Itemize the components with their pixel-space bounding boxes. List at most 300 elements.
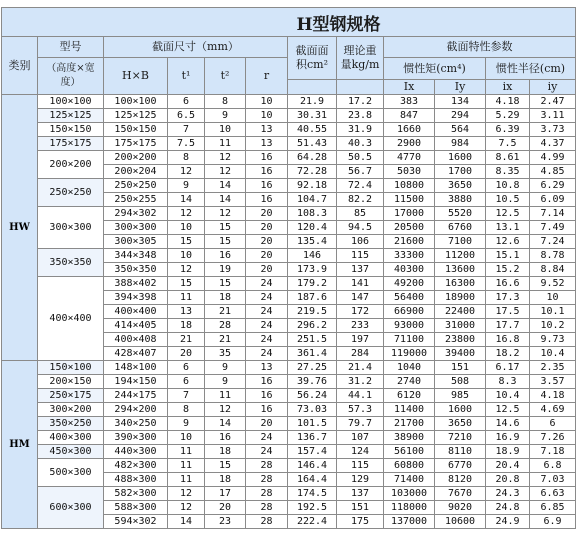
data-cell[interactable]: 6.63 [530, 487, 576, 501]
data-cell[interactable]: 4770 [384, 151, 435, 165]
data-cell[interactable]: 508 [435, 375, 486, 389]
data-cell[interactable]: 294×200 [104, 403, 168, 417]
data-cell[interactable]: 4.37 [530, 137, 576, 151]
data-cell[interactable]: 3650 [435, 417, 486, 431]
data-cell[interactable]: 7.24 [530, 235, 576, 249]
data-cell[interactable]: 300×300 [104, 221, 168, 235]
data-cell[interactable]: 49200 [384, 277, 435, 291]
data-cell[interactable]: 8.84 [530, 263, 576, 277]
data-cell[interactable]: 23800 [435, 333, 486, 347]
data-cell[interactable]: 187.6 [288, 291, 337, 305]
data-cell[interactable]: 101.5 [288, 417, 337, 431]
data-cell[interactable]: 10 [168, 221, 205, 235]
data-cell[interactable]: 51.43 [288, 137, 337, 151]
data-cell[interactable]: 6 [168, 361, 205, 375]
data-cell[interactable]: 64.28 [288, 151, 337, 165]
data-cell[interactable]: 39.76 [288, 375, 337, 389]
data-cell[interactable]: 200×204 [104, 165, 168, 179]
data-cell[interactable]: 71400 [384, 473, 435, 487]
data-cell[interactable]: 294 [435, 109, 486, 123]
data-cell[interactable]: 7.26 [530, 431, 576, 445]
data-cell[interactable]: 6.09 [530, 193, 576, 207]
data-cell[interactable]: 24 [246, 333, 288, 347]
data-cell[interactable]: 57.3 [337, 403, 384, 417]
data-cell[interactable]: 7210 [435, 431, 486, 445]
data-cell[interactable]: 344×348 [104, 249, 168, 263]
data-cell[interactable]: 7100 [435, 235, 486, 249]
data-cell[interactable]: 12.5 [486, 207, 530, 221]
data-cell[interactable]: 106 [337, 235, 384, 249]
data-cell[interactable]: 164.4 [288, 473, 337, 487]
data-cell[interactable]: 73.03 [288, 403, 337, 417]
data-cell[interactable]: 6770 [435, 459, 486, 473]
data-cell[interactable]: 175 [337, 515, 384, 529]
data-cell[interactable]: 24 [246, 347, 288, 361]
data-cell[interactable]: 10.4 [486, 389, 530, 403]
data-cell[interactable]: 93000 [384, 319, 435, 333]
data-cell[interactable]: 21700 [384, 417, 435, 431]
data-cell[interactable]: 10.5 [486, 193, 530, 207]
data-cell[interactable]: 137 [337, 487, 384, 501]
model-cell[interactable]: 400×300 [38, 431, 104, 445]
data-cell[interactable]: 150×150 [104, 123, 168, 137]
data-cell[interactable]: 6 [168, 375, 205, 389]
data-cell[interactable]: 6.9 [530, 515, 576, 529]
model-cell[interactable]: 175×175 [38, 137, 104, 151]
data-cell[interactable]: 15 [205, 221, 246, 235]
data-cell[interactable]: 24 [246, 305, 288, 319]
data-cell[interactable]: 16.9 [486, 431, 530, 445]
data-cell[interactable]: 20 [205, 501, 246, 515]
data-cell[interactable]: 194×150 [104, 375, 168, 389]
data-cell[interactable]: 22400 [435, 305, 486, 319]
data-cell[interactable]: 124 [337, 445, 384, 459]
data-cell[interactable]: 6.17 [486, 361, 530, 375]
data-cell[interactable]: 10 [246, 109, 288, 123]
data-cell[interactable]: 984 [435, 137, 486, 151]
data-cell[interactable]: 10.2 [530, 319, 576, 333]
data-cell[interactable]: 24 [246, 431, 288, 445]
data-cell[interactable]: 39400 [435, 347, 486, 361]
data-cell[interactable]: 157.4 [288, 445, 337, 459]
data-cell[interactable]: 200×200 [104, 151, 168, 165]
data-cell[interactable]: 10 [246, 95, 288, 109]
data-cell[interactable]: 16 [246, 151, 288, 165]
data-cell[interactable]: 15 [205, 459, 246, 473]
data-cell[interactable]: 24 [246, 291, 288, 305]
data-cell[interactable]: 250×255 [104, 193, 168, 207]
data-cell[interactable]: 13 [246, 123, 288, 137]
data-cell[interactable]: 71100 [384, 333, 435, 347]
data-cell[interactable]: 4.18 [486, 95, 530, 109]
data-cell[interactable]: 6 [168, 95, 205, 109]
data-cell[interactable]: 985 [435, 389, 486, 403]
data-cell[interactable]: 390×300 [104, 431, 168, 445]
data-cell[interactable]: 14.6 [486, 417, 530, 431]
data-cell[interactable]: 82.2 [337, 193, 384, 207]
data-cell[interactable]: 12 [168, 263, 205, 277]
data-cell[interactable]: 33300 [384, 249, 435, 263]
data-cell[interactable]: 10.4 [530, 347, 576, 361]
data-cell[interactable]: 44.1 [337, 389, 384, 403]
data-cell[interactable]: 118000 [384, 501, 435, 515]
data-cell[interactable]: 30.31 [288, 109, 337, 123]
data-cell[interactable]: 10.8 [486, 179, 530, 193]
data-cell[interactable]: 7 [168, 389, 205, 403]
data-cell[interactable]: 2.47 [530, 95, 576, 109]
data-cell[interactable]: 19 [205, 263, 246, 277]
data-cell[interactable]: 482×300 [104, 459, 168, 473]
model-cell[interactable]: 200×200 [38, 151, 104, 179]
data-cell[interactable]: 148×100 [104, 361, 168, 375]
data-cell[interactable]: 28 [205, 319, 246, 333]
model-cell[interactable]: 250×175 [38, 389, 104, 403]
data-cell[interactable]: 18 [205, 473, 246, 487]
data-cell[interactable]: 13 [168, 305, 205, 319]
data-cell[interactable]: 151 [435, 361, 486, 375]
model-cell[interactable]: 250×250 [38, 179, 104, 207]
data-cell[interactable]: 135.4 [288, 235, 337, 249]
data-cell[interactable]: 40300 [384, 263, 435, 277]
data-cell[interactable]: 28 [246, 501, 288, 515]
data-cell[interactable]: 8 [168, 403, 205, 417]
data-cell[interactable]: 11 [205, 389, 246, 403]
data-cell[interactable]: 12.6 [486, 235, 530, 249]
data-cell[interactable]: 27.25 [288, 361, 337, 375]
data-cell[interactable]: 7.18 [530, 445, 576, 459]
data-cell[interactable]: 14 [205, 179, 246, 193]
data-cell[interactable]: 16 [205, 249, 246, 263]
data-cell[interactable]: 16 [246, 165, 288, 179]
data-cell[interactable]: 5030 [384, 165, 435, 179]
data-cell[interactable]: 9 [168, 417, 205, 431]
data-cell[interactable]: 79.7 [337, 417, 384, 431]
data-cell[interactable]: 119000 [384, 347, 435, 361]
data-cell[interactable]: 9 [205, 375, 246, 389]
data-cell[interactable]: 4.69 [530, 403, 576, 417]
model-cell[interactable]: 150×100 [38, 361, 104, 375]
data-cell[interactable]: 7.03 [530, 473, 576, 487]
data-cell[interactable]: 129 [337, 473, 384, 487]
data-cell[interactable]: 16 [246, 179, 288, 193]
data-cell[interactable]: 4.99 [530, 151, 576, 165]
data-cell[interactable]: 428×407 [104, 347, 168, 361]
data-cell[interactable]: 40.55 [288, 123, 337, 137]
data-cell[interactable]: 17000 [384, 207, 435, 221]
data-cell[interactable]: 12 [168, 487, 205, 501]
data-cell[interactable]: 137 [337, 263, 384, 277]
data-cell[interactable]: 12 [205, 207, 246, 221]
data-cell[interactable]: 1040 [384, 361, 435, 375]
data-cell[interactable]: 11 [168, 459, 205, 473]
data-cell[interactable]: 16.8 [486, 333, 530, 347]
data-cell[interactable]: 7 [168, 123, 205, 137]
data-cell[interactable]: 414×405 [104, 319, 168, 333]
data-cell[interactable]: 120.4 [288, 221, 337, 235]
data-cell[interactable]: 92.18 [288, 179, 337, 193]
data-cell[interactable]: 9020 [435, 501, 486, 515]
data-cell[interactable]: 3650 [435, 179, 486, 193]
data-cell[interactable]: 5520 [435, 207, 486, 221]
data-cell[interactable]: 18.2 [486, 347, 530, 361]
data-cell[interactable]: 6.29 [530, 179, 576, 193]
data-cell[interactable]: 15 [168, 235, 205, 249]
data-cell[interactable]: 28 [246, 459, 288, 473]
data-cell[interactable]: 147 [337, 291, 384, 305]
data-cell[interactable]: 11400 [384, 403, 435, 417]
model-cell[interactable]: 400×400 [38, 277, 104, 361]
data-cell[interactable]: 17.7 [486, 319, 530, 333]
data-cell[interactable]: 11 [168, 291, 205, 305]
data-cell[interactable]: 11500 [384, 193, 435, 207]
data-cell[interactable]: 175×175 [104, 137, 168, 151]
data-cell[interactable]: 21.9 [288, 95, 337, 109]
data-cell[interactable]: 21.4 [337, 361, 384, 375]
data-cell[interactable]: 17.2 [337, 95, 384, 109]
data-cell[interactable]: 20 [246, 207, 288, 221]
data-cell[interactable]: 66900 [384, 305, 435, 319]
data-cell[interactable]: 2.35 [530, 361, 576, 375]
data-cell[interactable]: 10.1 [530, 305, 576, 319]
data-cell[interactable]: 12 [205, 403, 246, 417]
data-cell[interactable]: 400×400 [104, 305, 168, 319]
data-cell[interactable]: 15.2 [486, 263, 530, 277]
data-cell[interactable]: 197 [337, 333, 384, 347]
data-cell[interactable]: 14 [168, 193, 205, 207]
data-cell[interactable]: 56100 [384, 445, 435, 459]
data-cell[interactable]: 15 [205, 277, 246, 291]
data-cell[interactable]: 9 [168, 179, 205, 193]
data-cell[interactable]: 14 [168, 515, 205, 529]
data-cell[interactable]: 17.5 [486, 305, 530, 319]
data-cell[interactable]: 15.1 [486, 249, 530, 263]
data-cell[interactable]: 350×350 [104, 263, 168, 277]
data-cell[interactable]: 7670 [435, 487, 486, 501]
data-cell[interactable]: 38900 [384, 431, 435, 445]
model-cell[interactable]: 150×150 [38, 123, 104, 137]
data-cell[interactable]: 28 [246, 515, 288, 529]
data-cell[interactable]: 10 [168, 249, 205, 263]
data-cell[interactable]: 31.9 [337, 123, 384, 137]
data-cell[interactable]: 6120 [384, 389, 435, 403]
data-cell[interactable]: 219.5 [288, 305, 337, 319]
data-cell[interactable]: 24 [246, 445, 288, 459]
data-cell[interactable]: 16 [246, 389, 288, 403]
data-cell[interactable]: 8.78 [530, 249, 576, 263]
data-cell[interactable]: 8120 [435, 473, 486, 487]
data-cell[interactable]: 388×402 [104, 277, 168, 291]
data-cell[interactable]: 6.5 [168, 109, 205, 123]
data-cell[interactable]: 179.2 [288, 277, 337, 291]
data-cell[interactable]: 8 [205, 95, 246, 109]
data-cell[interactable]: 488×300 [104, 473, 168, 487]
data-cell[interactable]: 440×300 [104, 445, 168, 459]
data-cell[interactable]: 21 [205, 333, 246, 347]
data-cell[interactable]: 16 [246, 375, 288, 389]
data-cell[interactable]: 12 [168, 501, 205, 515]
data-cell[interactable]: 20500 [384, 221, 435, 235]
data-cell[interactable]: 8 [168, 151, 205, 165]
data-cell[interactable]: 23 [205, 515, 246, 529]
model-cell[interactable]: 300×200 [38, 403, 104, 417]
data-cell[interactable]: 35 [205, 347, 246, 361]
data-cell[interactable]: 16 [246, 403, 288, 417]
data-cell[interactable]: 3880 [435, 193, 486, 207]
data-cell[interactable]: 16.6 [486, 277, 530, 291]
data-cell[interactable]: 134 [435, 95, 486, 109]
data-cell[interactable]: 56.7 [337, 165, 384, 179]
data-cell[interactable]: 24.3 [486, 487, 530, 501]
data-cell[interactable]: 10600 [435, 515, 486, 529]
data-cell[interactable]: 3.73 [530, 123, 576, 137]
data-cell[interactable]: 300×305 [104, 235, 168, 249]
data-cell[interactable]: 250×250 [104, 179, 168, 193]
data-cell[interactable]: 151 [337, 501, 384, 515]
data-cell[interactable]: 4.85 [530, 165, 576, 179]
data-cell[interactable]: 4.18 [530, 389, 576, 403]
data-cell[interactable]: 296.2 [288, 319, 337, 333]
data-cell[interactable]: 582×300 [104, 487, 168, 501]
data-cell[interactable]: 400×408 [104, 333, 168, 347]
data-cell[interactable]: 115 [337, 249, 384, 263]
data-cell[interactable]: 1600 [435, 151, 486, 165]
model-cell[interactable]: 600×300 [38, 487, 104, 529]
data-cell[interactable]: 5.29 [486, 109, 530, 123]
data-cell[interactable]: 16 [205, 431, 246, 445]
data-cell[interactable]: 21600 [384, 235, 435, 249]
data-cell[interactable]: 103000 [384, 487, 435, 501]
model-cell[interactable]: 100×100 [38, 95, 104, 109]
data-cell[interactable]: 31.2 [337, 375, 384, 389]
data-cell[interactable]: 6 [530, 417, 576, 431]
data-cell[interactable]: 13600 [435, 263, 486, 277]
data-cell[interactable]: 60800 [384, 459, 435, 473]
data-cell[interactable]: 1700 [435, 165, 486, 179]
data-cell[interactable]: 13 [246, 361, 288, 375]
data-cell[interactable]: 13 [246, 137, 288, 151]
data-cell[interactable]: 108.3 [288, 207, 337, 221]
data-cell[interactable]: 18 [168, 319, 205, 333]
data-cell[interactable]: 9.73 [530, 333, 576, 347]
data-cell[interactable]: 251.5 [288, 333, 337, 347]
model-cell[interactable]: 300×300 [38, 207, 104, 249]
data-cell[interactable]: 17 [205, 487, 246, 501]
data-cell[interactable]: 10 [530, 291, 576, 305]
data-cell[interactable]: 18.9 [486, 445, 530, 459]
data-cell[interactable]: 31000 [435, 319, 486, 333]
data-cell[interactable]: 20 [246, 221, 288, 235]
data-cell[interactable]: 12 [168, 165, 205, 179]
data-cell[interactable]: 2740 [384, 375, 435, 389]
data-cell[interactable]: 40.3 [337, 137, 384, 151]
data-cell[interactable]: 7.14 [530, 207, 576, 221]
data-cell[interactable]: 14 [205, 417, 246, 431]
data-cell[interactable]: 24.9 [486, 515, 530, 529]
data-cell[interactable]: 146.4 [288, 459, 337, 473]
data-cell[interactable]: 340×250 [104, 417, 168, 431]
data-cell[interactable]: 233 [337, 319, 384, 333]
data-cell[interactable]: 18 [205, 291, 246, 305]
data-cell[interactable]: 136.7 [288, 431, 337, 445]
data-cell[interactable]: 12.5 [486, 403, 530, 417]
data-cell[interactable]: 8.3 [486, 375, 530, 389]
data-cell[interactable]: 28 [246, 473, 288, 487]
data-cell[interactable]: 6.39 [486, 123, 530, 137]
data-cell[interactable]: 222.4 [288, 515, 337, 529]
data-cell[interactable]: 21 [205, 305, 246, 319]
data-cell[interactable]: 6.85 [530, 501, 576, 515]
data-cell[interactable]: 100×100 [104, 95, 168, 109]
data-cell[interactable]: 56400 [384, 291, 435, 305]
data-cell[interactable]: 2900 [384, 137, 435, 151]
model-cell[interactable]: 450×300 [38, 445, 104, 459]
data-cell[interactable]: 20 [246, 417, 288, 431]
data-cell[interactable]: 16300 [435, 277, 486, 291]
data-cell[interactable]: 14 [205, 193, 246, 207]
data-cell[interactable]: 11 [168, 445, 205, 459]
data-cell[interactable]: 104.7 [288, 193, 337, 207]
data-cell[interactable]: 6760 [435, 221, 486, 235]
data-cell[interactable]: 15 [205, 235, 246, 249]
data-cell[interactable]: 107 [337, 431, 384, 445]
data-cell[interactable]: 15 [168, 277, 205, 291]
data-cell[interactable]: 6.8 [530, 459, 576, 473]
data-cell[interactable]: 594×302 [104, 515, 168, 529]
data-cell[interactable]: 588×300 [104, 501, 168, 515]
data-cell[interactable]: 72.28 [288, 165, 337, 179]
data-cell[interactable]: 7.5 [486, 137, 530, 151]
data-cell[interactable]: 7.49 [530, 221, 576, 235]
data-cell[interactable]: 8110 [435, 445, 486, 459]
data-cell[interactable]: 20 [246, 235, 288, 249]
data-cell[interactable]: 284 [337, 347, 384, 361]
data-cell[interactable]: 28 [246, 487, 288, 501]
data-cell[interactable]: 24.8 [486, 501, 530, 515]
data-cell[interactable]: 9 [205, 109, 246, 123]
data-cell[interactable]: 16 [246, 193, 288, 207]
data-cell[interactable]: 3.11 [530, 109, 576, 123]
data-cell[interactable]: 173.9 [288, 263, 337, 277]
data-cell[interactable]: 56.24 [288, 389, 337, 403]
model-cell[interactable]: 200×150 [38, 375, 104, 389]
data-cell[interactable]: 1600 [435, 403, 486, 417]
data-cell[interactable]: 172 [337, 305, 384, 319]
data-cell[interactable]: 9.52 [530, 277, 576, 291]
data-cell[interactable]: 18 [205, 445, 246, 459]
data-cell[interactable]: 3.57 [530, 375, 576, 389]
data-cell[interactable]: 94.5 [337, 221, 384, 235]
data-cell[interactable]: 72.4 [337, 179, 384, 193]
data-cell[interactable]: 10800 [384, 179, 435, 193]
data-cell[interactable]: 10 [168, 431, 205, 445]
data-cell[interactable]: 8.61 [486, 151, 530, 165]
model-cell[interactable]: 350×250 [38, 417, 104, 431]
data-cell[interactable]: 21 [168, 333, 205, 347]
data-cell[interactable]: 174.5 [288, 487, 337, 501]
data-cell[interactable]: 11200 [435, 249, 486, 263]
data-cell[interactable]: 146 [288, 249, 337, 263]
data-cell[interactable]: 125×125 [104, 109, 168, 123]
model-cell[interactable]: 125×125 [38, 109, 104, 123]
data-cell[interactable]: 383 [384, 95, 435, 109]
data-cell[interactable]: 23.8 [337, 109, 384, 123]
data-cell[interactable]: 10 [205, 123, 246, 137]
data-cell[interactable]: 20 [246, 249, 288, 263]
data-cell[interactable]: 20.8 [486, 473, 530, 487]
data-cell[interactable]: 361.4 [288, 347, 337, 361]
data-cell[interactable]: 564 [435, 123, 486, 137]
data-cell[interactable]: 11 [205, 137, 246, 151]
